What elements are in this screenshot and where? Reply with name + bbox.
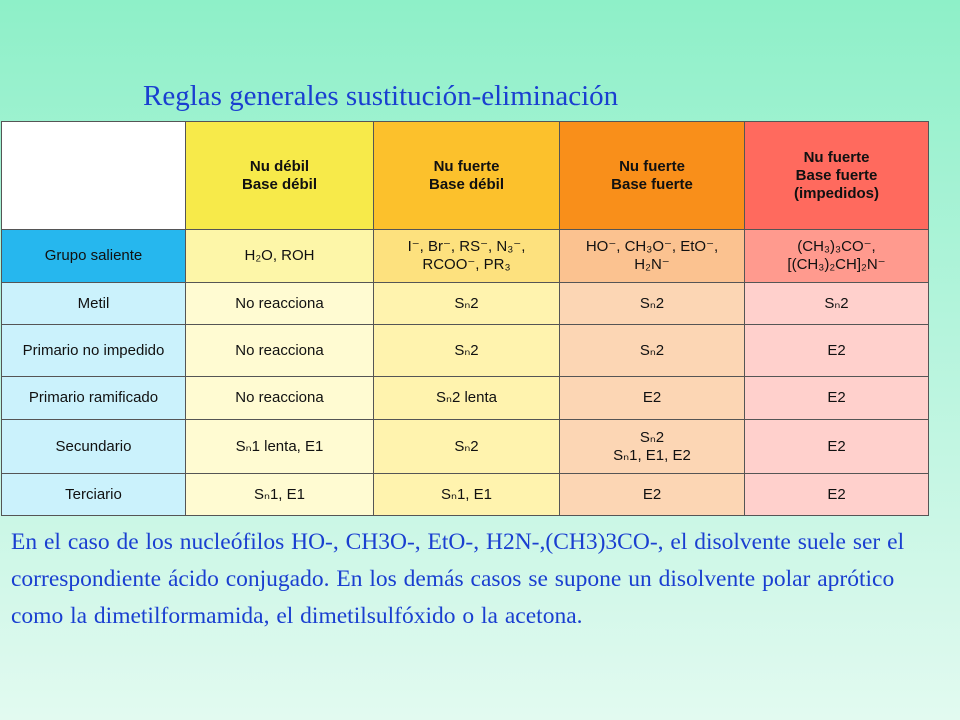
table-row <box>2 420 929 474</box>
header-strong-nu-strong-base: Nu fuerte Base fuerte <box>560 122 745 230</box>
leaving-group-row <box>2 230 929 283</box>
cell: No reacciona <box>186 377 374 420</box>
table-row <box>2 474 929 516</box>
body-paragraph: En el caso de los nucleófilos HO-, CH3O-, EtO-, H2N-,(CH3)3CO-, el disolvente suele ser el correspondiente ácido conjugado. En los demás casos se supone un disolvente polar aprótico como la dimetilformamida, el dimetilsulfóxido o la acetona. <box>11 529 905 629</box>
row-label: Grupo saliente <box>2 230 186 283</box>
header-row <box>2 122 929 230</box>
cell: E2 <box>745 377 929 420</box>
row-label: Primario ramificado <box>2 377 186 420</box>
cell: Sₙ2 <box>560 283 745 325</box>
rules-table <box>1 121 929 516</box>
cell: No reacciona <box>186 283 374 325</box>
cell: No reacciona <box>186 325 374 377</box>
cell: Sₙ2 <box>374 325 560 377</box>
table-row <box>2 325 929 377</box>
cell: Sₙ1 lenta, E1 <box>186 420 374 474</box>
cell: E2 <box>745 420 929 474</box>
cell: H₂O, ROH <box>186 230 374 283</box>
cell: Sₙ1, E1 <box>186 474 374 516</box>
cell: E2 <box>560 377 745 420</box>
table-row <box>2 283 929 325</box>
row-label: Secundario <box>2 420 186 474</box>
header-strong-nu-weak-base: Nu fuerte Base débil <box>374 122 560 230</box>
header-strong-nu-strong-base-hindered: Nu fuerte Base fuerte (impedidos) <box>745 122 929 230</box>
cell: Sₙ2 <box>745 283 929 325</box>
cell: Sₙ2 <box>374 283 560 325</box>
cell: Sₙ2 <box>560 325 745 377</box>
cell: Sₙ2 lenta <box>374 377 560 420</box>
table-row <box>2 377 929 420</box>
cell: E2 <box>745 325 929 377</box>
cell: (CH₃)₃CO⁻, [(CH₃)₂CH]₂N⁻ <box>745 230 929 283</box>
cell: Sₙ2 Sₙ1, E1, E2 <box>560 420 745 474</box>
cell: Sₙ1, E1 <box>374 474 560 516</box>
cell: HO⁻, CH₃O⁻, EtO⁻, H₂N⁻ <box>560 230 745 283</box>
cell: I⁻, Br⁻, RS⁻, N₃⁻, RCOO⁻, PR₃ <box>374 230 560 283</box>
cell: Sₙ2 <box>374 420 560 474</box>
page-title: Reglas generales sustitución-eliminación <box>143 80 619 112</box>
header-corner <box>2 122 186 230</box>
row-label: Metil <box>2 283 186 325</box>
row-label: Terciario <box>2 474 186 516</box>
header-weak-nu-weak-base: Nu débil Base débil <box>186 122 374 230</box>
cell: E2 <box>560 474 745 516</box>
row-label: Primario no impedido <box>2 325 186 377</box>
cell: E2 <box>745 474 929 516</box>
